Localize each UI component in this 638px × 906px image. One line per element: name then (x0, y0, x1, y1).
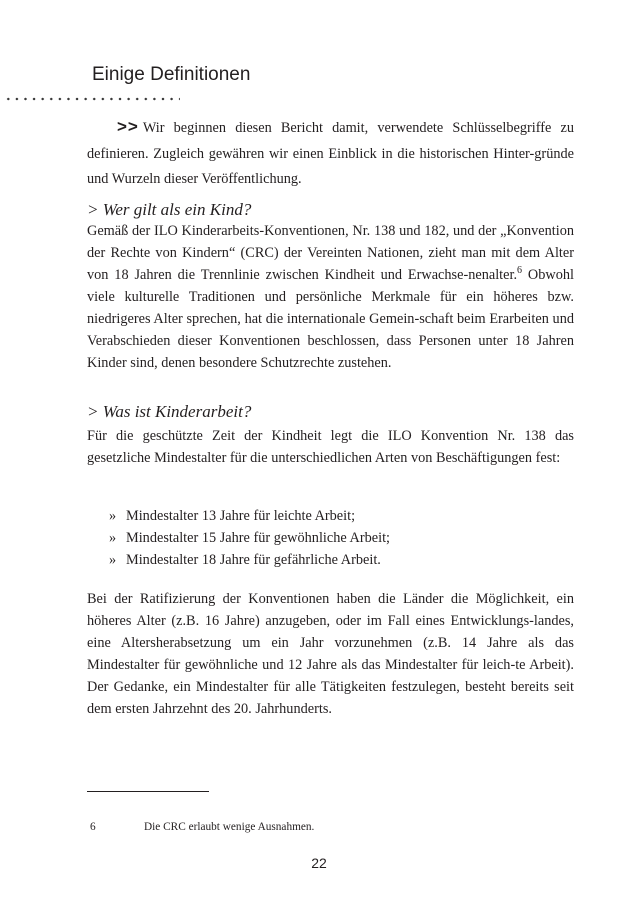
list-item-text: Mindestalter 15 Jahre für gewöhnliche Arbeit; (126, 530, 391, 546)
paragraph-who-is-child (87, 220, 574, 374)
footnote (90, 821, 314, 833)
bullet-marker-icon: » (109, 552, 117, 568)
list-item (109, 527, 390, 549)
heading-who-is-child: > Wer gilt als ein Kind? (87, 200, 252, 219)
list-item (109, 505, 390, 527)
list-item-text: Mindestalter 18 Jahre für gefährliche Arbeit. (126, 552, 381, 568)
minimum-age-list (109, 505, 390, 571)
paragraph-child-labour: Für die geschützte Zeit der Kindheit legt die ILO Konvention Nr. 138 das gesetzliche Mindestalter für die unterschiedlichen Arten von Beschäftigungen fest: (87, 428, 574, 466)
bullet-marker-icon: » (109, 508, 117, 524)
page-number: 22 (311, 855, 327, 871)
paragraph-ratification: Bei der Ratifizierung der Konventionen haben die Länder die Möglichkeit, ein höheres Alter (z.B. 16 Jahre) anzugeben, oder im Fall eines Entwicklungs-landes, eine Altersherabsetzung um ein Jahr vorzunehmen (z.B. 14 Jahre als das Mindestalter für gewöhnliche und 12 Jahre als das Mindestalter für leich-te Arbeit). Der Gedanke, ein Mindestalter für alle Tätigkeiten festzulegen, besteht bereits seit dem ersten Jahrzehnt des 20. Jahrhunderts. (87, 591, 574, 717)
dotted-rule (4, 97, 180, 101)
list-item (109, 549, 390, 571)
section-title: Einige Definitionen (92, 64, 251, 85)
footnote-separator (87, 791, 209, 792)
intro-text: Wir beginnen diesen Bericht damit, verwendete Schlüsselbegriffe zu definieren. Zugleich gewähren wir einen Einblick in die historischen Hinter-gründe und Wurzeln dieser Veröffentlichung. (87, 120, 574, 187)
footnote-number: 6 (90, 821, 96, 833)
heading-what-is-child-labour: > Was ist Kinderarbeit? (87, 402, 252, 421)
list-item-text: Mindestalter 13 Jahre für leichte Arbeit; (126, 508, 356, 524)
intro-paragraph (87, 114, 574, 193)
footnote-reference[interactable]: 6 (517, 265, 523, 276)
paragraph-text: Obwohl viele kulturelle Traditionen und persönliche Merkmale für ein höheres bzw. niedrigeres Alter sprechen, hat die internationale Gemein-schaft beim Erarbeiten und Verabschieden dieser Konventionen beschlossen, dass Personen unter 18 Jahren Kinder sind, denen besondere Schutzrechte zustehen. (87, 267, 574, 371)
paragraph-text: Gemäß der ILO Kinderarbeits-Konventionen, Nr. 138 und 182, und der „Konvention der Rechte von Kindern“ (CRC) der Vereinten Nationen, zieht man mit dem Alter von 18 Jahren die Trennlinie zwischen Kindheit und Erwachse-nenalter. (87, 223, 574, 283)
bullet-marker-icon: » (109, 530, 117, 546)
footnote-text: Die CRC erlaubt wenige Ausnahmen. (144, 821, 315, 833)
double-chevron-icon: >> (117, 117, 139, 136)
